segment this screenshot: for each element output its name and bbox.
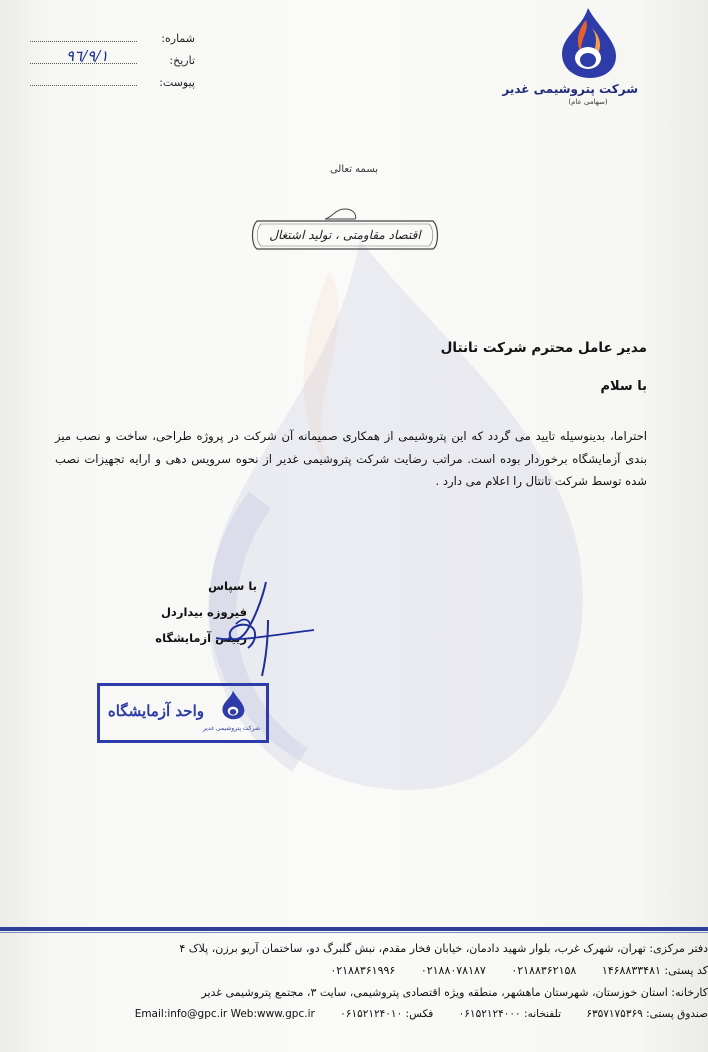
date-label: تاریخ: [169, 54, 195, 67]
attachment-label: پیوست: [159, 76, 195, 89]
footer-factory-address: کارخانه: استان خوزستان، شهرستان ماهشهر، منطقه ویژه اقتصادی پتروشیمی، سایت ۳، مجتمع پتروشیمی غدیر [201, 986, 708, 999]
footer-web[interactable]: Web:www.gpc.ir [230, 1008, 315, 1020]
basmala: بسمه تعالی [329, 164, 379, 175]
footer-fax: فکس: ۰۶۱۵۲۱۲۴۰۱۰ [340, 1008, 434, 1020]
company-name: شرکت پتروشیمی غدیر [502, 82, 638, 96]
letter-body: احتراما، بدینوسیله تایید می گردد که این پتروشیمی از همکاری صمیمانه آن شرکت در پروژه طراحی، ساخت و نصب میز بندی آزمایشگاه برخوردار بوده است. مراتب رضایت شرکت پتروشیمی غدیر از نحوه سرویس دهی و ارایه تجهیزات نصب شده توسط شرکت تانتال را اعلام می دارد . [55, 429, 647, 488]
stamp-caption: شرکت پتروشیمی غدیر [202, 725, 260, 732]
footer-telephone: تلفنخانه: ۰۶۱۵۲۱۲۴۰۰۰ [458, 1008, 561, 1020]
footer-contact-row-2 [0, 1008, 708, 1020]
motto-text: اقتصاد مقاومتی ، تولید اشتغال [269, 228, 421, 242]
company-type: (سهامی عام) [568, 98, 608, 106]
company-logo [502, 6, 638, 106]
date-value: ٩٦/٩/١ [66, 47, 109, 65]
stamp-text: واحد آزمایشگاه [107, 702, 204, 720]
footer-contact-row [0, 964, 708, 977]
signer-name: فیروزه بیداردل [160, 605, 247, 619]
number-row [30, 26, 195, 48]
closing: با سپاس [208, 579, 257, 593]
greeting: با سلام [600, 379, 647, 394]
footer-phone-1: ۰۲۱۸۸۳۶۲۱۵۸ [511, 964, 577, 977]
letter-meta [30, 26, 195, 92]
footer-divider-thin [0, 932, 708, 933]
handwritten-signature-icon [196, 580, 316, 680]
footer-phone-3: ۰۲۱۸۸۳۶۱۹۹۶ [330, 964, 396, 977]
footer-office-address: دفتر مرکزی: تهران، شهرک غرب، بلوار شهید دادمان، خیابان فخار مقدم، نبش گلبرگ دو، ساختمان آریو برزن، پلاک ۴ [179, 942, 708, 955]
motto-banner [247, 207, 443, 251]
addressee: مدیر عامل محترم شرکت تانتال [440, 340, 647, 356]
stamp-drop-icon [220, 689, 246, 721]
number-label: شماره: [161, 32, 195, 45]
footer-postal-code: کد پستی: ۱۴۶۸۸۳۳۴۸۱ [601, 964, 708, 977]
footer-po-box: صندوق پستی: ۶۳۵۷۱۷۵۳۶۹ [586, 1008, 708, 1020]
signer-title: رییس آزمایشگاه [155, 631, 247, 645]
department-stamp [97, 683, 269, 743]
footer-email[interactable]: Email:info@gpc.ir [134, 1008, 228, 1020]
date-row [30, 48, 195, 70]
flame-drop-icon [556, 6, 620, 80]
stamp-logo [202, 689, 260, 732]
footer-phone-2: ۰۲۱۸۸۰۷۸۱۸۷ [420, 964, 486, 977]
attachment-row [30, 70, 195, 92]
footer-divider [0, 927, 708, 931]
